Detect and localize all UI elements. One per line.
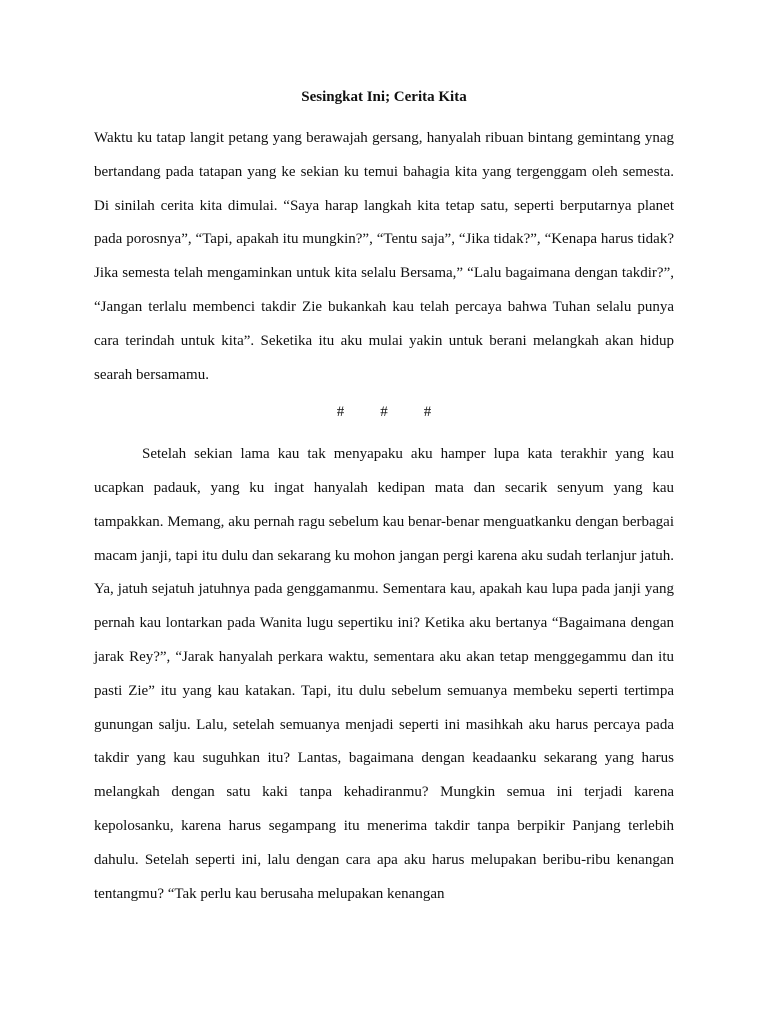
document-title: Sesingkat Ini; Cerita Kita [301,89,467,105]
paragraph-2: Setelah sekian lama kau tak menyapaku aku hamper lupa kata terakhir yang kau ucapkan padauk, yang ku ingat hanyalah kedipan mata dan secarik senyum yang kau tampakkan. Memang, aku pernah ragu sebelum kau benar-benar menguatkanku dengan berbagai macam janji, tapi itu dulu dan sekarang ku mohon jangan pergi karena aku sudah terlanjur jatuh. Ya, jatuh sejatuh jatuhnya pada genggamanmu. Sementara kau, apakah kau lupa pada janji yang pernah kau lontarkan pada Wanita lugu sepertiku ini? Ketika aku bertanya “Bagaimana dengan jarak Rey?”, “Jarak hanyalah perkara waktu, sementara aku akan tetap menggegammu dan itu pasti Zie” itu yang kau katakan. Tapi, itu dulu sebelum semuanya membeku seperti tertimpa gunungan salju. Lalu, setelah semuanya menjadi seperti ini masihkah aku harus percaya pada takdir yang kau suguhkan itu? Lantas, bagaimana dengan keadaanku sekarang yang harus melangkah dengan satu kaki tanpa kehadiranmu? Mungkin semua ini terjadi karena kepolosanku, karena harus segampang itu menerima takdir tanpa berpikir Panjang terlebih dahulu. Setelah seperti ini, lalu dengan cara apa aku harus melupakan beribu-ribu kenangan tentangmu? “Tak perlu kau berusaha melupakan kenangan [94,446,674,902]
separator-mark: # [336,404,345,421]
separator-mark: # [423,404,432,421]
separator-mark: # [380,404,388,421]
paragraph-1: Waktu ku tatap langit petang yang berawajah gersang, hanyalah ribuan bintang gemintang ynag bertandang pada tatapan yang ke sekian ku temui bahagia kita yang tergenggam oleh semesta. Di sinilah cerita kita dimulai. “Saya harap langkah kita tetap satu, seperti berputarnya planet pada porosnya”, “Tapi, apakah itu mungkin?”, “Tentu saja”, “Jika tidak?”, “Kenapa harus tidak? Jika semesta telah mengaminkan untuk kita selalu Bersama,” “Lalu bagaimana dengan takdir?”, “Jangan terlalu membenci takdir Zie bukankah kau telah percaya bahwa Tuhan selalu punya cara terindah untuk kita”. Seketika itu aku mulai yakin untuk berani melangkah akan hidup searah bersamamu. [94,130,674,383]
section-separator [94,396,674,430]
